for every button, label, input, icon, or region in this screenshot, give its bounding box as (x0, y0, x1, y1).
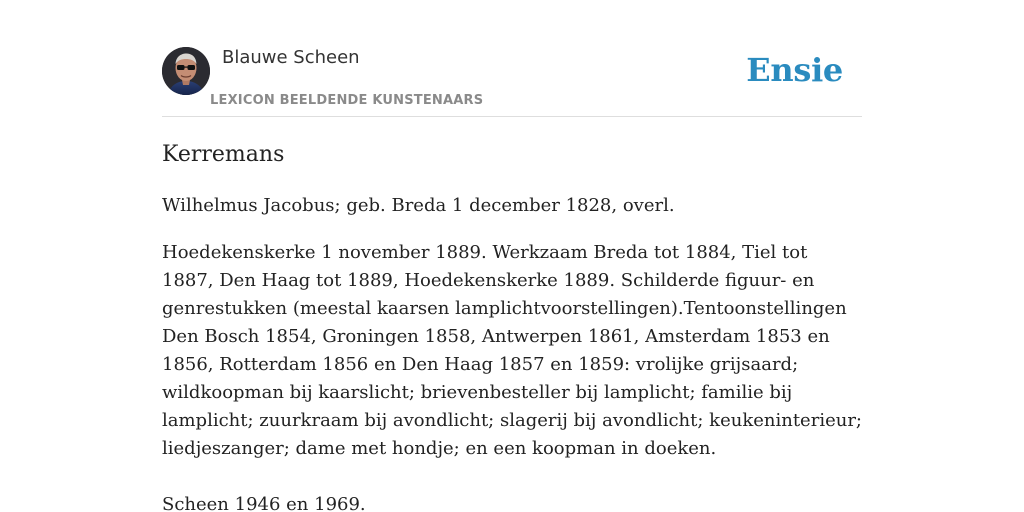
site-logo[interactable]: Ensie (746, 51, 843, 89)
author-avatar[interactable] (162, 47, 210, 95)
entry-paragraph: Scheen 1946 en 1969. (162, 494, 366, 512)
entry-paragraph: Wilhelmus Jacobus; geb. Breda 1 december 1828, overl. (162, 195, 675, 216)
entry-paragraph: Hoedekenskerke 1 november 1889. Werkzaam Breda tot 1884, Tiel tot 1887, Den Haag tot 1889, Hoedekenskerke 1889. Schilderde figuur- en genrestukken (meestal kaarsen lamplichtvoorstellingen).Tentoonstellingen Den Bosch 1854, Groningen 1858, Antwerpen 1861, Amsterdam 1853 en 1856, Rotterdam 1856 en Den Haag 1857 en 1859: vrolijke grijsaard; wildkoopman bij kaarslicht; brievenbesteller bij lamplicht; familie bij lamplicht; zuurkraam bij avondlicht; slagerij bij avondlicht; keukeninterieur; liedjeszanger; dame met hondje; en een koopman in doeken. (162, 242, 862, 459)
page-header (162, 0, 862, 117)
collection-link[interactable]: LEXICON BEELDENDE KUNSTENAARS (210, 93, 484, 108)
user-photo-icon (162, 47, 210, 95)
entry-title: Kerremans (162, 142, 285, 167)
author-name[interactable]: Blauwe Scheen (222, 47, 360, 68)
page-container (162, 0, 862, 512)
